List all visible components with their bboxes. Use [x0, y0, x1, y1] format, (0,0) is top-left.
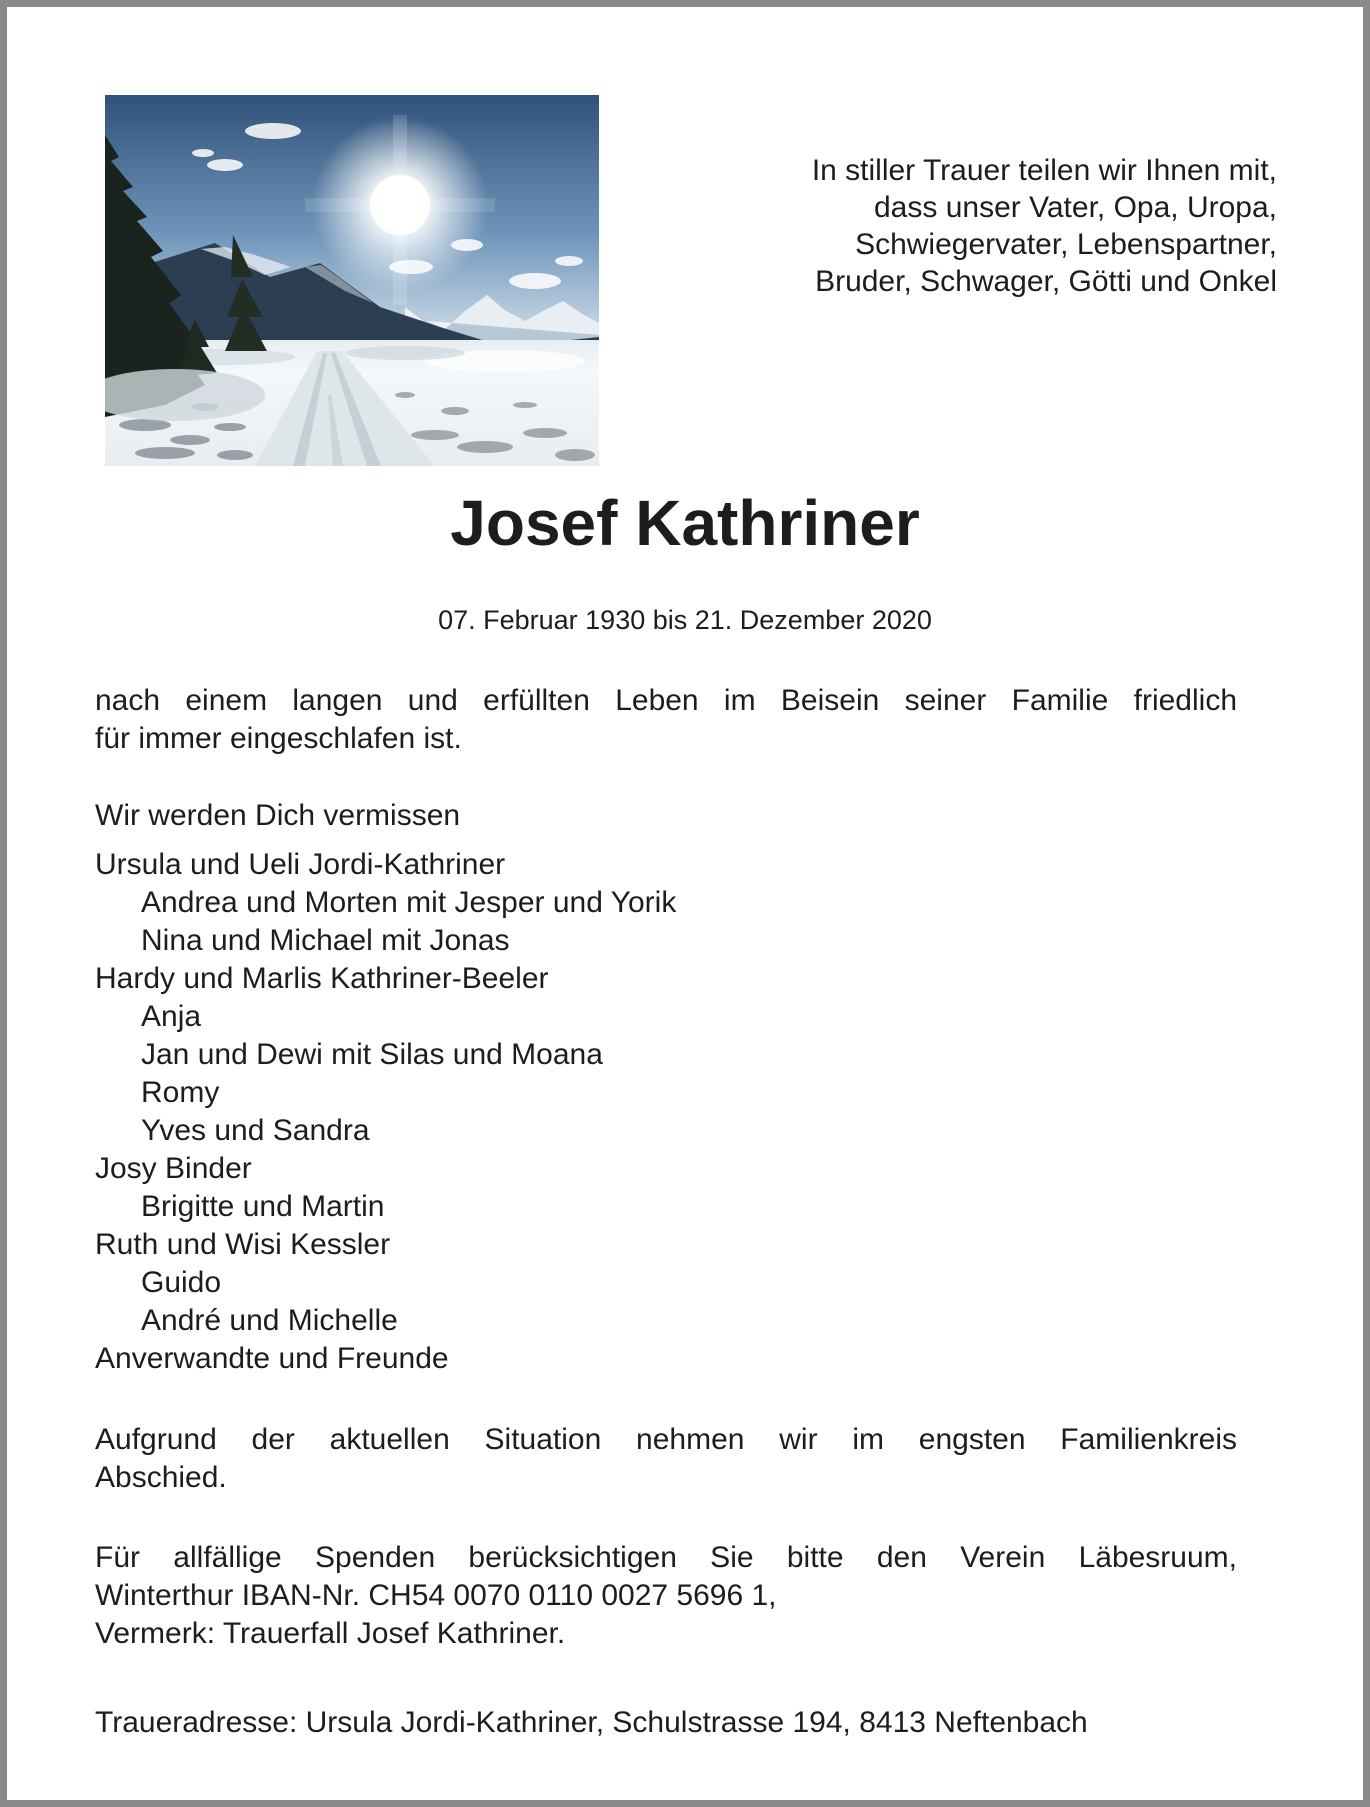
mourner-line: Romy — [141, 1076, 220, 1109]
life-dates: 07. Februar 1930 bis 21. Dezember 2020 — [438, 605, 932, 635]
mourning-address: Traueradresse: Ursula Jordi-Kathriner, Schulstrasse 194, 8413 Neftenbach — [95, 1706, 1088, 1739]
intro-text — [657, 152, 1277, 300]
mourner-line: Anja — [141, 1000, 202, 1033]
intro-line: In stiller Trauer teilen wir Ihnen mit, — [811, 154, 1277, 187]
mourner-line: André und Michelle — [141, 1304, 398, 1337]
private-farewell-paragraph — [95, 1421, 1237, 1497]
announcement-paragraph — [95, 682, 1237, 758]
winter-landscape-photo — [105, 95, 599, 466]
announcement-line: nach einem langen und erfüllten Leben im Beisein seiner Familie friedlich — [95, 684, 1237, 717]
intro-line: Schwiegervater, Lebenspartner, — [855, 228, 1277, 261]
private-farewell-line: Abschied. — [95, 1461, 227, 1494]
mourners-list — [95, 846, 1237, 1378]
farewell-line: Wir werden Dich vermissen — [95, 799, 461, 832]
deceased-name: Josef Kathriner — [450, 487, 920, 559]
donations-paragraph — [95, 1539, 1237, 1653]
intro-line: dass unser Vater, Opa, Uropa, — [874, 191, 1277, 224]
mourner-line: Jan und Dewi mit Silas und Moana — [141, 1038, 603, 1071]
mourner-line: Brigitte und Martin — [141, 1190, 385, 1223]
mourner-line: Hardy und Marlis Kathriner-Beeler — [95, 962, 549, 995]
mourner-line: Andrea und Morten mit Jesper und Yorik — [141, 886, 677, 919]
announcement-line: für immer eingeschlafen ist. — [95, 722, 462, 755]
donations-line: Vermerk: Trauerfall Josef Kathriner. — [95, 1617, 566, 1650]
private-farewell-line: Aufgrund der aktuellen Situation nehmen wir im engsten Familienkreis — [95, 1423, 1237, 1456]
mourner-line: Yves und Sandra — [141, 1114, 370, 1147]
mourner-line: Ursula und Ueli Jordi-Kathriner — [95, 848, 506, 881]
intro-line: Bruder, Schwager, Götti und Onkel — [815, 265, 1277, 298]
mourner-line: Ruth und Wisi Kessler — [95, 1228, 391, 1261]
mourner-line: Nina und Michael mit Jonas — [141, 924, 510, 957]
mourner-line: Guido — [141, 1266, 222, 1299]
mourner-line: Josy Binder — [95, 1152, 252, 1185]
donations-line: Winterthur IBAN-Nr. CH54 0070 0110 0027 5696 1, — [95, 1579, 777, 1612]
donations-line: Für allfällige Spenden berücksichtigen Sie bitte den Verein Läbesruum, — [95, 1541, 1237, 1574]
mourner-line: Anverwandte und Freunde — [95, 1342, 449, 1375]
